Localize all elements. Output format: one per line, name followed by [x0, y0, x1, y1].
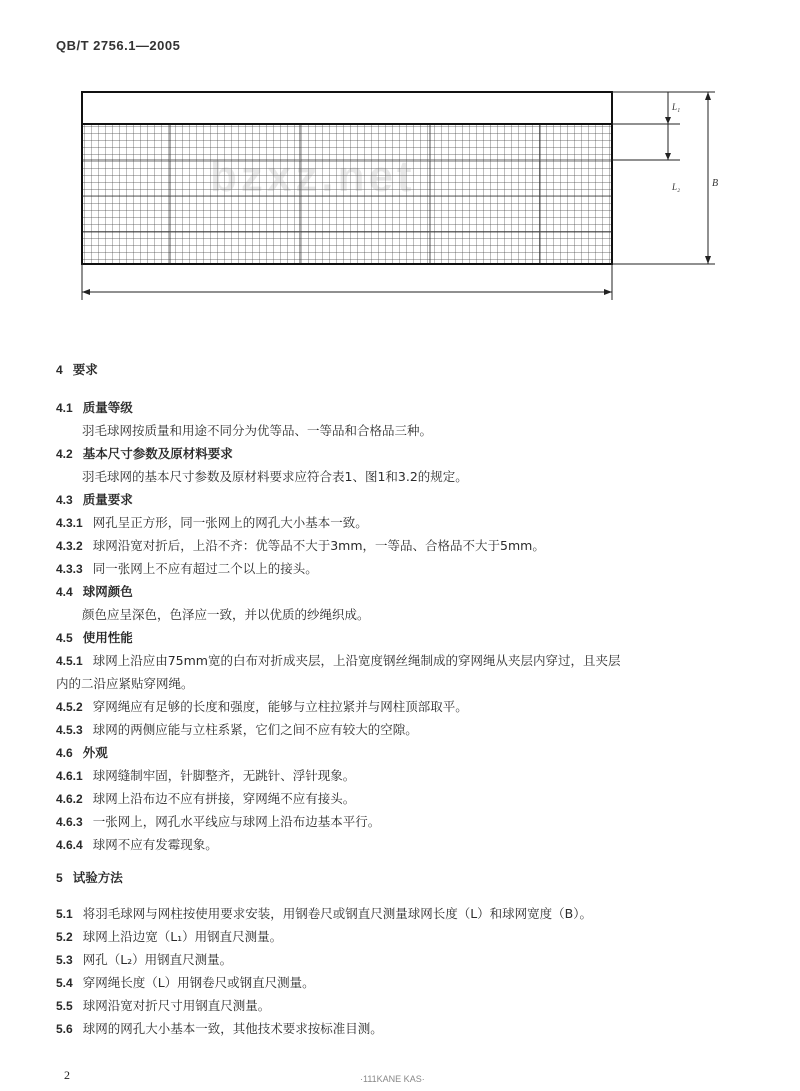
- section-4-5: 4.5 使用性能: [56, 630, 133, 645]
- section-4-3: 4.3 质量要求: [56, 492, 133, 507]
- section-4-4: 4.4 球网颜色: [56, 584, 133, 599]
- section-4-6-4: 4.6.4 球网不应有发霉现象。: [56, 837, 218, 852]
- dim-label-l2: L₂: [672, 182, 681, 192]
- section-4-1: 4.1 质量等级: [56, 400, 133, 415]
- net-top-band: [82, 92, 612, 124]
- section-5-1: 5.1 将羽毛球网与网柱按使用要求安装，用钢卷尺或钢直尺测量球网长度（L）和球网宽度（B）。: [56, 906, 592, 921]
- section-5-4: 5.4 穿网绳长度（L）用钢卷尺或钢直尺测量。: [56, 975, 315, 990]
- section-4-4-body: 颜色应呈深色，色泽应一致，并以优质的纱绳织成。: [82, 607, 370, 622]
- section-4-6: 4.6 外观: [56, 745, 108, 760]
- section-4-1-body: 羽毛球网按质量和用途不同分为优等品、一等品和合格品三种。: [82, 423, 433, 438]
- section-4-6-1: 4.6.1 球网缝制牢固，针脚整齐，无跳针、浮针现象。: [56, 768, 356, 783]
- section-4-2: 4.2 基本尺寸参数及原材料要求: [56, 446, 233, 461]
- section-4-5-1-cont: 内的二沿应紧贴穿网绳。: [56, 676, 194, 691]
- section-5-6: 5.6 球网的网孔大小基本一致，其他技术要求按标准目测。: [56, 1021, 383, 1036]
- dim-label-b: B: [712, 178, 719, 189]
- standard-code: QB/T 2756.1—2005: [56, 38, 181, 53]
- section-4: 4 要求: [56, 362, 98, 377]
- section-5-5: 5.5 球网沿宽对折尺寸用钢直尺测量。: [56, 998, 271, 1013]
- section-5-2: 5.2 球网上沿边宽（L₁）用钢直尺测量。: [56, 929, 283, 944]
- page-number: 2: [64, 1068, 70, 1082]
- section-5: 5 试验方法: [56, 870, 123, 885]
- section-4-3-2: 4.3.2 球网沿宽对折后，上沿不齐：优等品不大于3mm，一等品、合格品不大于5mm。: [56, 538, 545, 553]
- section-4-5-3: 4.5.3 球网的两侧应能与立柱系紧，它们之间不应有较大的空隙。: [56, 722, 418, 737]
- section-4-3-1: 4.3.1 网孔呈正方形，同一张网上的网孔大小基本一致。: [56, 515, 368, 530]
- section-5-3: 5.3 网孔（L₂）用钢直尺测量。: [56, 952, 233, 967]
- section-4-2-body: 羽毛球网的基本尺寸参数及原材料要求应符合表1、图1和3.2的规定。: [82, 469, 468, 484]
- dim-label-l1: L₁: [672, 102, 681, 112]
- footer-mark: ·111KANE KAS·: [360, 1074, 425, 1084]
- section-4-5-2: 4.5.2 穿网绳应有足够的长度和强度，能够与立柱拉紧并与网柱顶部取平。: [56, 699, 468, 714]
- section-4-6-2: 4.6.2 球网上沿布边不应有拼接，穿网绳不应有接头。: [56, 791, 356, 806]
- section-4-3-3: 4.3.3 同一张网上不应有超过二个以上的接头。: [56, 561, 318, 576]
- section-4-6-3: 4.6.3 一张网上，网孔水平线应与球网上沿布边基本平行。: [56, 814, 381, 829]
- section-4-5-1: 4.5.1 球网上沿应由75mm宽的白布对折成夹层，上沿宽度钢丝绳制成的穿网绳从夹层内穿过，且夹层: [56, 653, 621, 668]
- watermark: bzxz.net: [210, 152, 416, 201]
